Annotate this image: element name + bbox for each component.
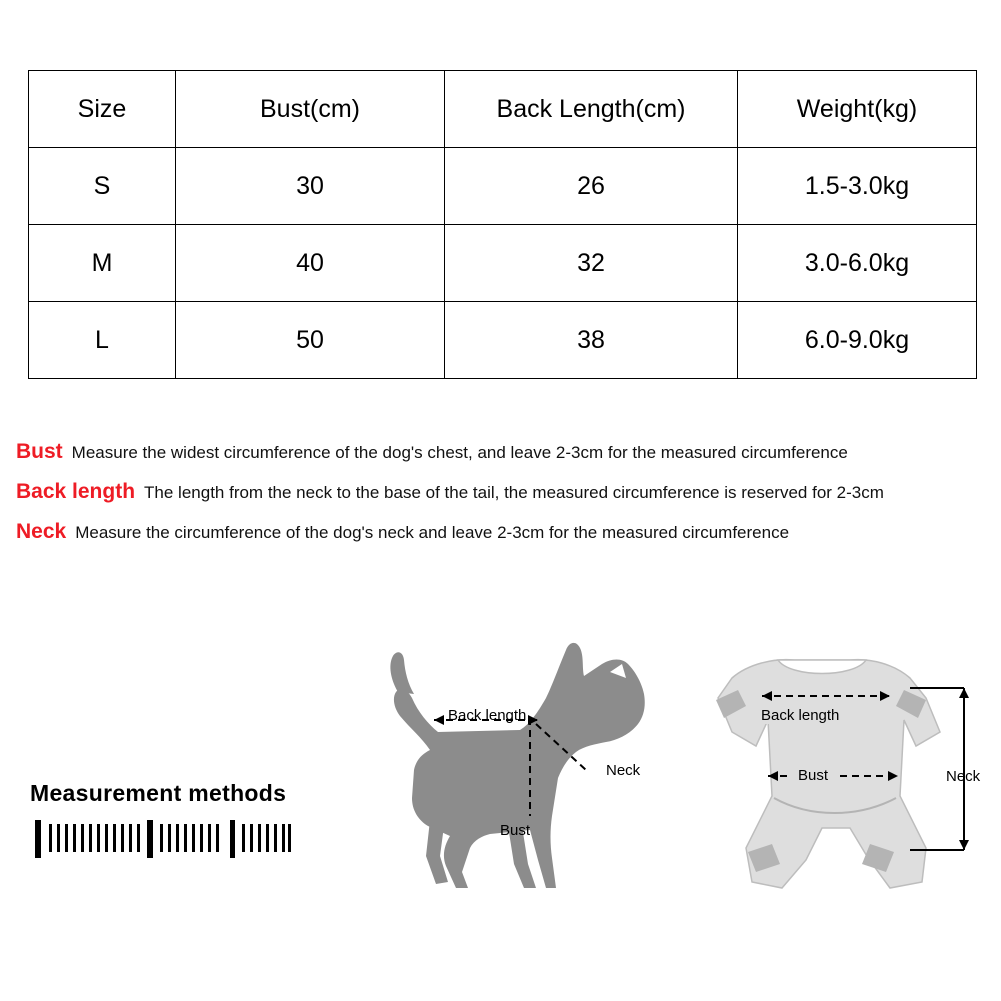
cell-size-s: S [29, 148, 176, 225]
ruler-icon [30, 818, 292, 860]
definitions-list [16, 440, 986, 560]
cell-back-m: 32 [445, 225, 738, 302]
dog-neck-label: Neck [606, 762, 641, 779]
table-header-bust: Bust(cm) [176, 71, 445, 148]
cell-bust-s: 30 [176, 148, 445, 225]
cell-weight-s: 1.5-3.0kg [738, 148, 977, 225]
measurement-methods-heading: Measurement methods [30, 780, 287, 806]
cell-bust-l: 50 [176, 302, 445, 379]
definition-text-bust: Measure the widest circumference of the dog's chest, and leave 2-3cm for the measured circumference [71, 443, 848, 462]
table-row [29, 302, 977, 379]
dog-back-length-label: Back length [448, 707, 527, 724]
garment-bust-label: Bust [790, 767, 836, 784]
definition-text-back-length: The length from the neck to the base of the tail, the measured circumference is reserved for 2-3cm [144, 483, 884, 502]
table-row [29, 225, 977, 302]
cell-size-m: M [29, 225, 176, 302]
measurement-diagrams [370, 620, 990, 940]
table-row [29, 148, 977, 225]
definition-back-length [16, 480, 986, 504]
cell-weight-m: 3.0-6.0kg [738, 225, 977, 302]
cell-size-l: L [29, 302, 176, 379]
cell-back-s: 26 [445, 148, 738, 225]
cell-weight-l: 6.0-9.0kg [738, 302, 977, 379]
definition-term-neck: Neck [16, 520, 67, 543]
dog-bust-label: Bust [500, 822, 531, 839]
table-header-weight: Weight(kg) [738, 71, 977, 148]
definition-text-neck: Measure the circumference of the dog's neck and leave 2-3cm for the measured circumference [75, 523, 790, 542]
garment-back-length-label: Back length [761, 707, 840, 724]
definition-term-bust: Bust [16, 440, 63, 463]
garment-neck-label: Neck [946, 768, 981, 785]
size-chart-table [28, 70, 977, 379]
table-header-size: Size [29, 71, 176, 148]
definition-term-back-length: Back length [16, 480, 136, 503]
table-header-row [29, 71, 977, 148]
cell-back-l: 38 [445, 302, 738, 379]
cell-bust-m: 40 [176, 225, 445, 302]
table-header-back-length: Back Length(cm) [445, 71, 738, 148]
definition-neck [16, 520, 986, 544]
definition-bust [16, 440, 986, 464]
